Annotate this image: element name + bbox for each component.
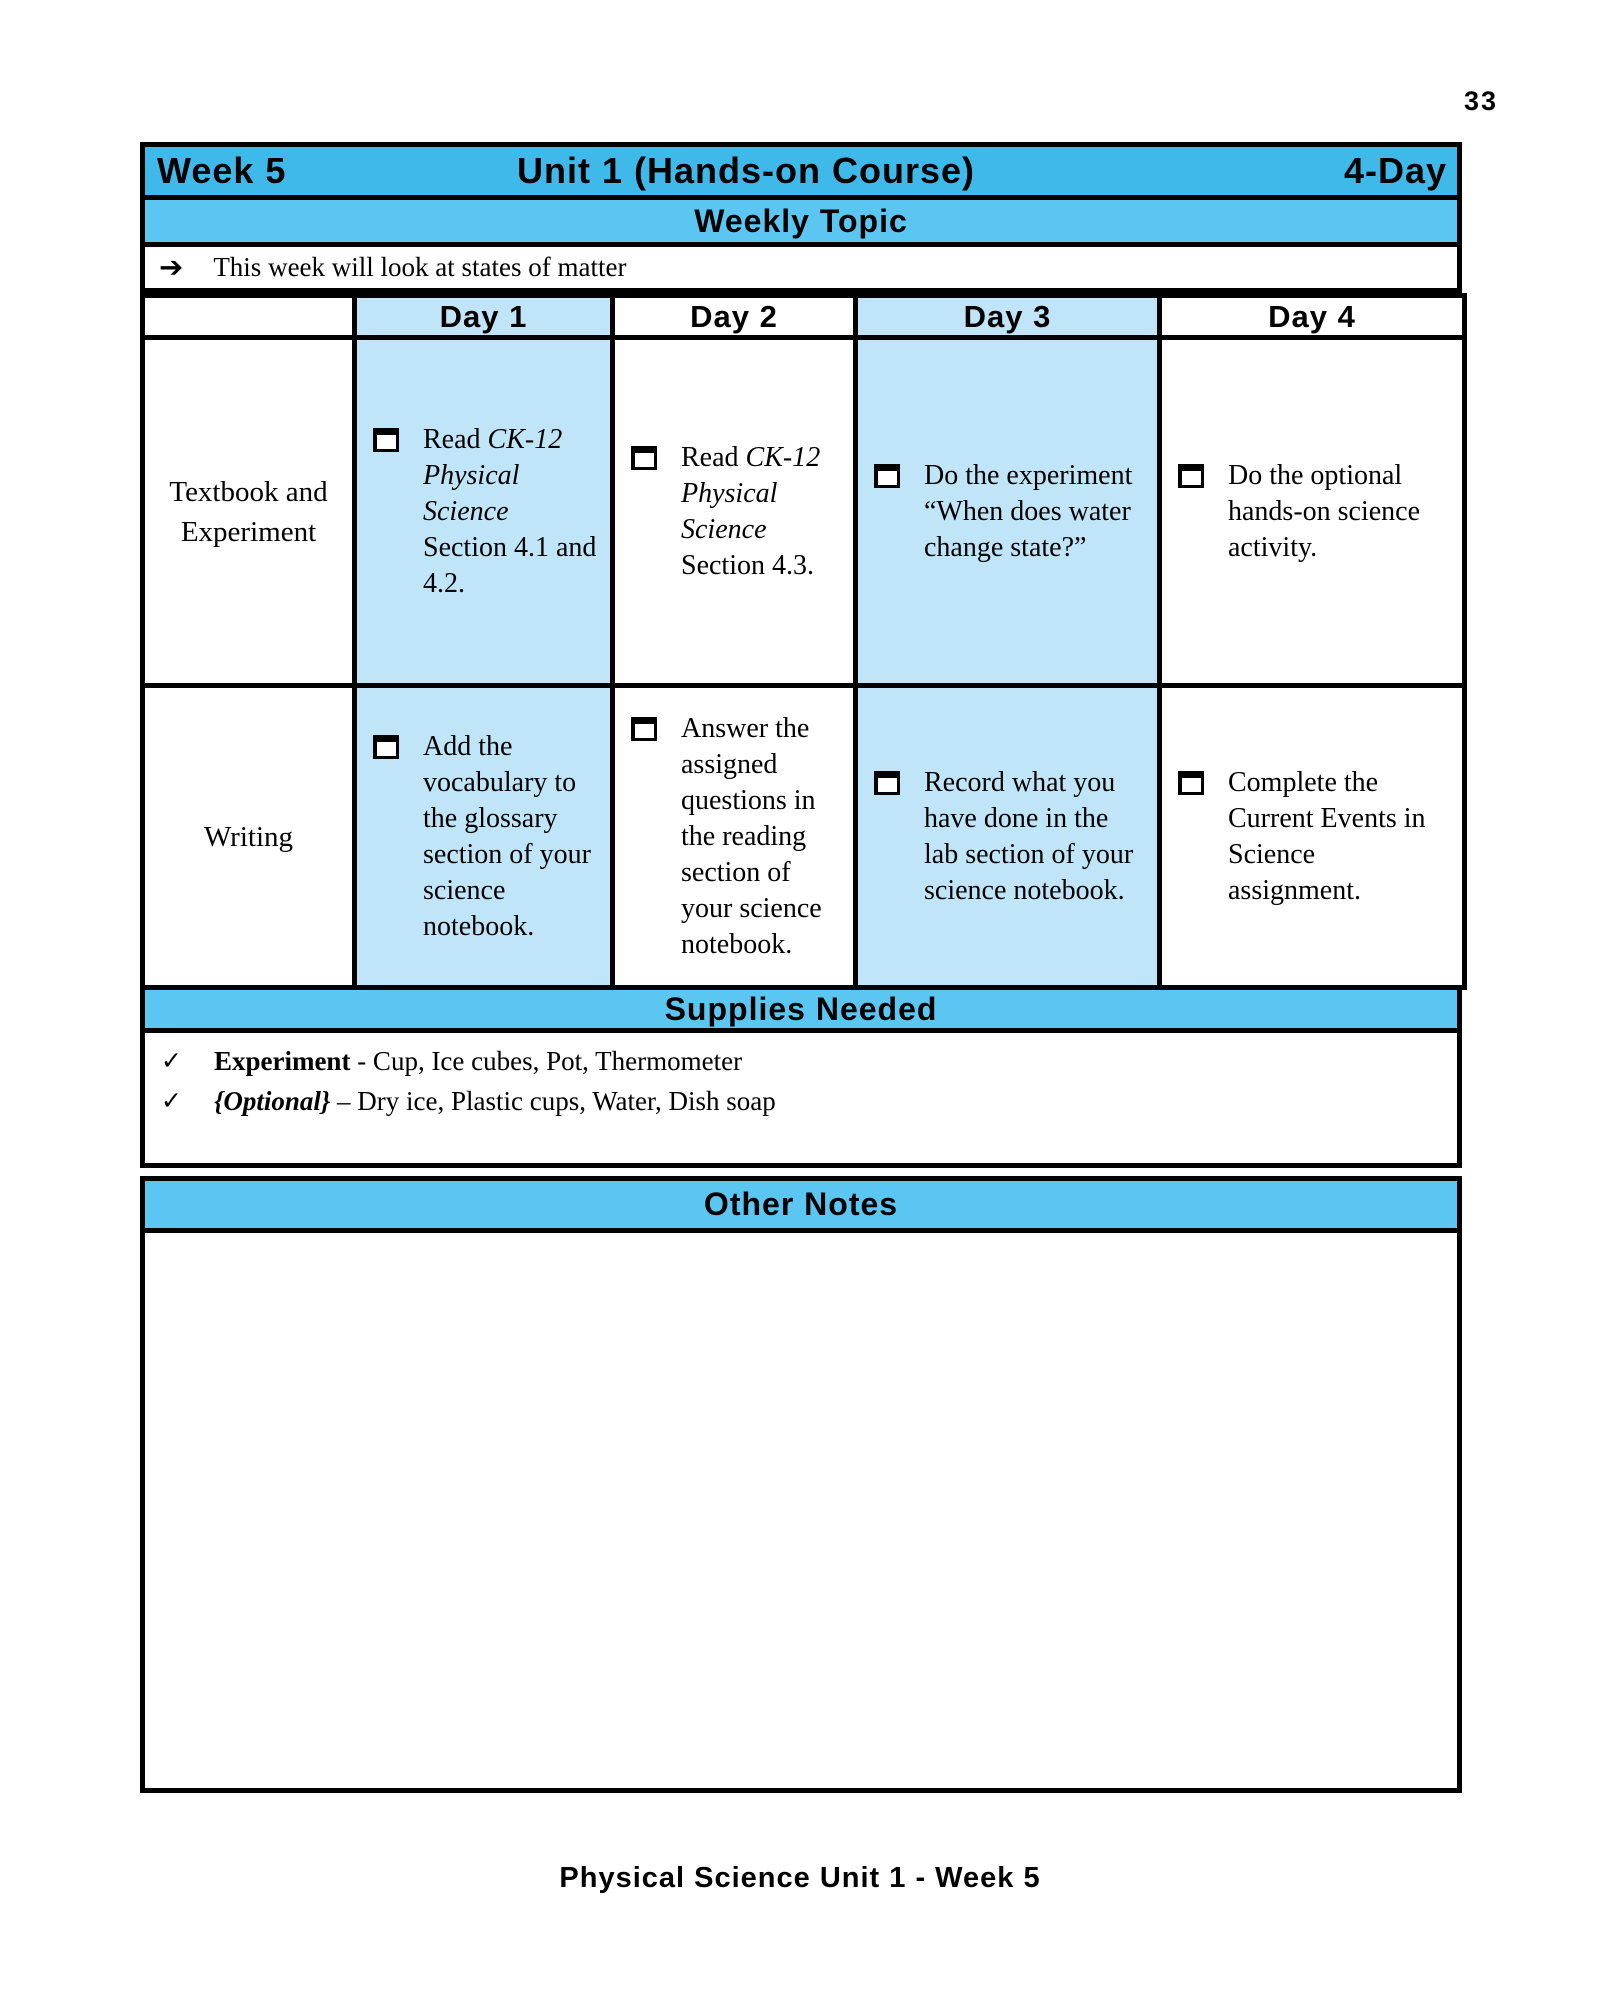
weekly-topic-title: Weekly Topic xyxy=(694,202,908,239)
checkbox-icon xyxy=(1178,464,1204,488)
task-item xyxy=(874,458,1145,566)
weekly-topic-header xyxy=(140,195,1462,247)
textbook-day-3-cell xyxy=(856,338,1160,686)
unit-title: Unit 1 (Hands-on Course) xyxy=(516,150,975,191)
checkbox-icon xyxy=(373,735,399,759)
supplies-list xyxy=(140,1033,1462,1168)
textbook-day-4-cell xyxy=(1160,338,1465,686)
weekly-topic-text: This week will look at states of matter xyxy=(213,252,627,282)
weekly-schedule-table xyxy=(140,293,1467,990)
task-text: Read CK-12 Physical Science Section 4.1 and 4.2. xyxy=(423,423,597,599)
writing-row xyxy=(143,686,1465,988)
textbook-row-label: Textbook and Experiment xyxy=(143,338,355,686)
other-notes-header xyxy=(140,1176,1462,1233)
task-text: Record what you have done in the lab section of your science notebook. xyxy=(924,766,1134,906)
schedule-type-label: 4-Day xyxy=(1343,150,1447,191)
day-4-header: Day 4 xyxy=(1160,296,1465,338)
day-3-header: Day 3 xyxy=(856,296,1160,338)
day-1-header: Day 1 xyxy=(355,296,613,338)
arrow-right-icon: ➔ xyxy=(159,250,184,284)
page-number: 33 xyxy=(1463,86,1498,116)
checkmark-icon: ✓ xyxy=(161,1086,182,1115)
corner-cell xyxy=(143,296,355,338)
planner-header-bar xyxy=(140,142,1462,200)
checkbox-icon xyxy=(631,446,657,470)
task-item xyxy=(631,440,841,584)
task-item xyxy=(874,765,1145,909)
day-2-header: Day 2 xyxy=(613,296,856,338)
task-item xyxy=(373,422,598,602)
task-text: Add the vocabulary to the glossary section of your science notebook. xyxy=(423,730,591,942)
week-label: Week 5 xyxy=(157,150,287,191)
other-notes-title: Other Notes xyxy=(703,1186,899,1222)
checkbox-icon xyxy=(631,717,657,741)
page-footer: Physical Science Unit 1 - Week 5 xyxy=(559,1862,1041,1894)
checkbox-icon xyxy=(373,428,399,452)
day-header-row xyxy=(143,296,1465,338)
textbook-day-1-cell xyxy=(355,338,613,686)
weekly-topic-row xyxy=(140,247,1462,293)
supplies-needed-title: Supplies Needed xyxy=(664,990,938,1027)
writing-day-3-cell xyxy=(856,686,1160,988)
supply-item xyxy=(161,1041,1447,1081)
task-text: Do the optional hands-on science activity. xyxy=(1228,459,1421,563)
other-notes-area xyxy=(140,1233,1462,1793)
supply-text: {Optional} – Dry ice, Plastic cups, Water, Dish soap xyxy=(213,1086,776,1116)
task-item xyxy=(1178,765,1450,909)
supply-item xyxy=(161,1081,1447,1121)
task-text: Do the experiment “When does water change state?” xyxy=(924,459,1133,563)
textbook-row xyxy=(143,338,1465,686)
writing-day-4-cell xyxy=(1160,686,1465,988)
supplies-needed-header xyxy=(140,985,1462,1033)
checkbox-icon xyxy=(874,464,900,488)
task-text: Answer the assigned questions in the reading section of your science notebook. xyxy=(681,712,822,960)
supply-text: Experiment - Cup, Ice cubes, Pot, Thermometer xyxy=(213,1046,743,1076)
checkmark-icon: ✓ xyxy=(161,1046,182,1075)
textbook-day-2-cell xyxy=(613,338,856,686)
task-text: Read CK-12 Physical Science Section 4.3. xyxy=(681,441,821,581)
weekly-planner xyxy=(140,142,1462,1793)
task-item xyxy=(373,729,598,945)
writing-row-label: Writing xyxy=(143,686,355,988)
task-item xyxy=(1178,458,1450,566)
task-text: Complete the Current Events in Science assignment. xyxy=(1228,766,1426,906)
writing-day-2-cell xyxy=(613,686,856,988)
writing-day-1-cell xyxy=(355,686,613,988)
checkbox-icon xyxy=(1178,771,1204,795)
checkbox-icon xyxy=(874,771,900,795)
task-item xyxy=(631,711,841,963)
